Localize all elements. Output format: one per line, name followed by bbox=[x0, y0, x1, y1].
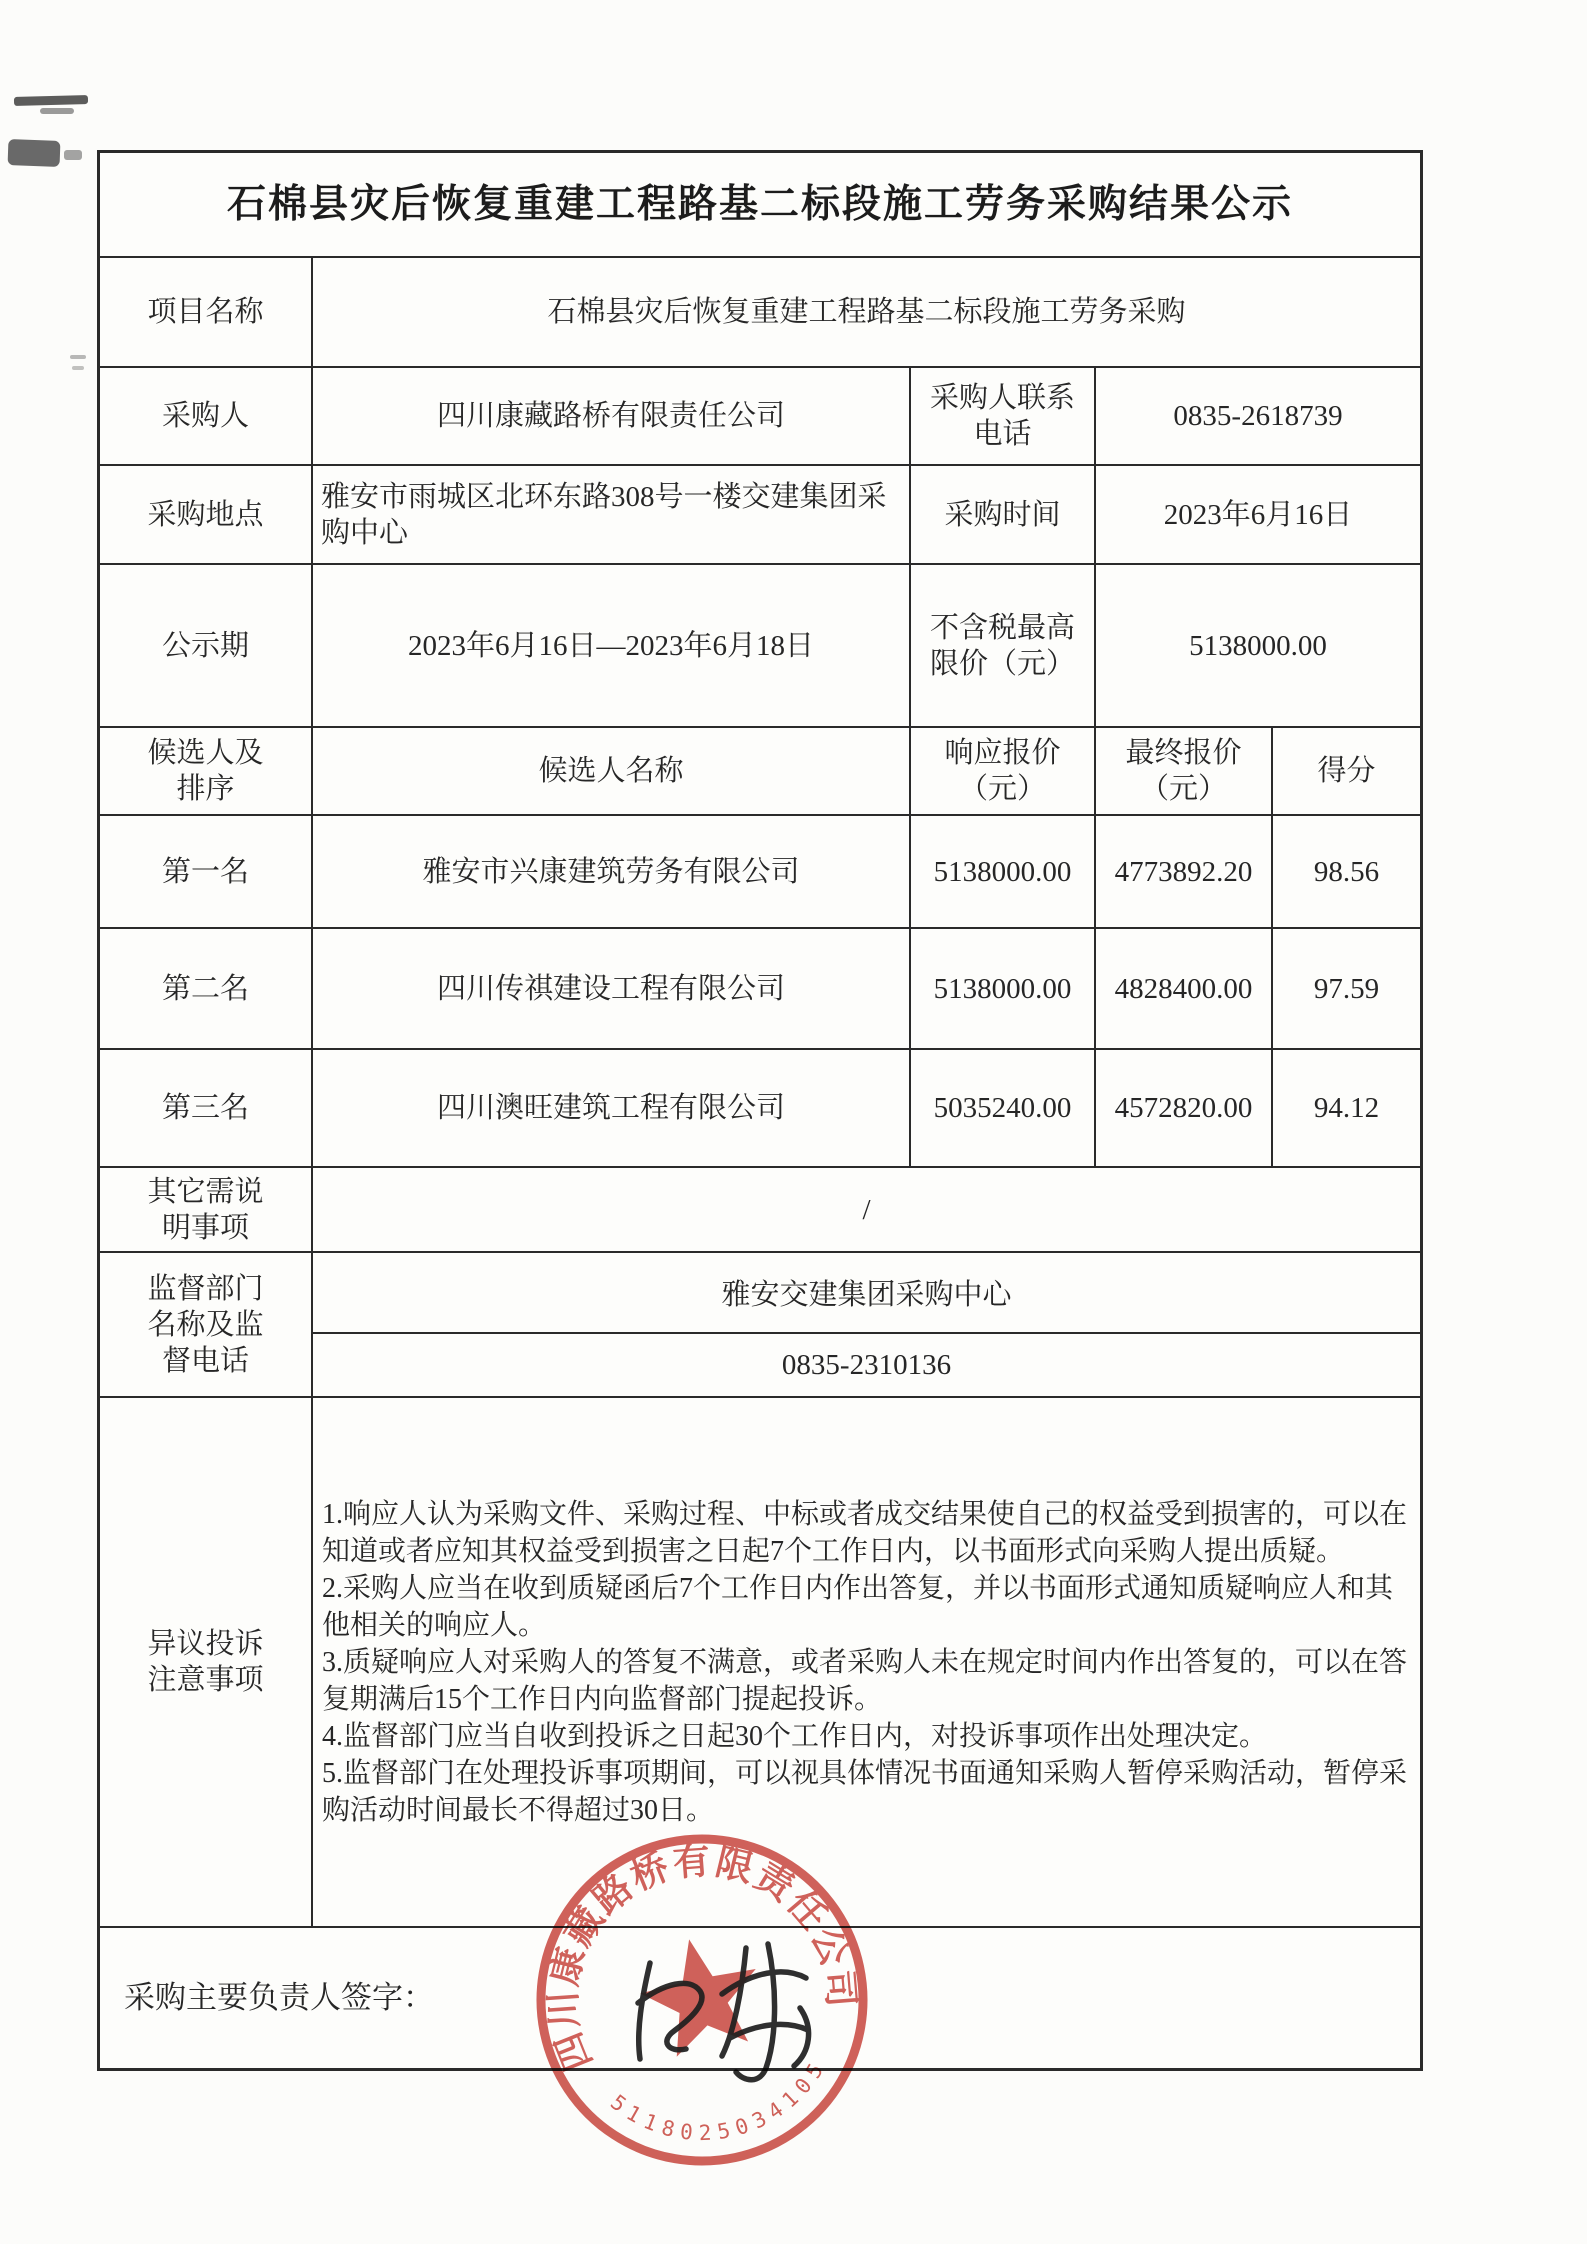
scan-artifact bbox=[14, 95, 88, 106]
candidate-final: 4572820.00 bbox=[1096, 1050, 1273, 1168]
supervision-phone: 0835-2310136 bbox=[781, 1348, 952, 1381]
candidate-score: 97.59 bbox=[1273, 929, 1420, 1050]
candidate-score: 98.56 bbox=[1273, 816, 1420, 929]
buyer-phone-value: 0835-2618739 bbox=[1096, 368, 1420, 466]
scan-artifact bbox=[64, 150, 82, 160]
supervision-values bbox=[313, 1253, 1420, 1398]
project-name-value: 石棉县灾后恢复重建工程路基二标段施工劳务采购 bbox=[313, 258, 1420, 368]
scan-artifact bbox=[72, 366, 84, 370]
other-notes-label bbox=[100, 1168, 313, 1253]
candidate-bid: 5035240.00 bbox=[911, 1050, 1096, 1168]
final-header-text: 最终报价（元） bbox=[1125, 737, 1242, 805]
table-row bbox=[100, 368, 1420, 466]
table-row bbox=[100, 565, 1420, 728]
final-header bbox=[1096, 728, 1273, 816]
seal-serial-text: 5118025034105 bbox=[606, 2053, 832, 2146]
supervision-label-text: 监督部门名称及监督电话 bbox=[147, 1272, 264, 1377]
buyer-label: 采购人 bbox=[100, 368, 313, 466]
supervision-label bbox=[100, 1253, 313, 1398]
scan-artifact bbox=[40, 108, 74, 114]
candidate-rank: 第三名 bbox=[100, 1050, 313, 1168]
candidate-score: 94.12 bbox=[1273, 1050, 1420, 1168]
rank-header bbox=[100, 728, 313, 816]
objection-label-text: 异议投诉注意事项 bbox=[147, 1628, 264, 1696]
candidate-name: 四川澳旺建筑工程有限公司 bbox=[313, 1050, 911, 1168]
max-price-label-text: 不含税最高限价（元） bbox=[929, 611, 1075, 680]
objection-note: 1.响应人认为采购文件、采购过程、中标或者成交结果使自己的权益受到损害的，可以在知道或者应知其权益受到损害之日起7个工作日内，以书面形式向采购人提出质疑。 bbox=[322, 1498, 1408, 1567]
procurement-result-table bbox=[97, 150, 1423, 2071]
company-seal bbox=[500, 1798, 904, 2202]
candidate-name: 四川传祺建设工程有限公司 bbox=[313, 929, 911, 1050]
other-notes-label-text: 其它需说明事项 bbox=[147, 1175, 264, 1244]
location-label: 采购地点 bbox=[100, 466, 313, 565]
scan-artifact bbox=[8, 139, 61, 167]
candidate-name: 雅安市兴康建筑劳务有限公司 bbox=[313, 816, 911, 929]
publicity-label: 公示期 bbox=[100, 565, 313, 728]
scan-artifact bbox=[70, 355, 86, 359]
objection-note: 3.质疑响应人对采购人的答复不满意，或者采购人未在规定时间内作出答复的，可以在答复期满后15个工作日内向监督部门提起投诉。 bbox=[322, 1646, 1408, 1715]
max-price-label bbox=[911, 565, 1096, 728]
bid-header bbox=[911, 728, 1096, 816]
candidate-row bbox=[100, 929, 1420, 1050]
buyer-phone-label-text: 采购人联系电话 bbox=[929, 382, 1075, 450]
buyer-value: 四川康藏路桥有限责任公司 bbox=[313, 368, 911, 466]
objection-note: 2.采购人应当在收到质疑函后7个工作日内作出答复，并以书面形式通知质疑响应人和其他相关的响应人。 bbox=[322, 1572, 1394, 1641]
table-row bbox=[100, 466, 1420, 565]
supervision-name: 雅安交建集团采购中心 bbox=[313, 1253, 1420, 1334]
objection-note: 5.监督部门在处理投诉事项期间，可以视具体情况书面通知采购人暂停采购活动，暂停采购活动时间最长不得超过30日。 bbox=[322, 1757, 1408, 1826]
buyer-phone-label bbox=[911, 368, 1096, 466]
candidates-header-row bbox=[100, 728, 1420, 816]
table-row-title bbox=[100, 153, 1420, 258]
publicity-value: 2023年6月16日—2023年6月18日 bbox=[313, 565, 911, 728]
candidate-rank: 第一名 bbox=[100, 816, 313, 929]
project-name-label: 项目名称 bbox=[100, 258, 313, 368]
rank-header-text: 候选人及排序 bbox=[147, 737, 264, 805]
time-value: 2023年6月16日 bbox=[1096, 466, 1420, 565]
candidate-bid: 5138000.00 bbox=[911, 816, 1096, 929]
candidate-row bbox=[100, 816, 1420, 929]
candidate-final: 4828400.00 bbox=[1096, 929, 1273, 1050]
table-row bbox=[100, 1253, 1420, 1398]
other-notes-value: / bbox=[313, 1168, 1420, 1253]
bid-header-text: 响应报价（元） bbox=[944, 737, 1061, 805]
table-row bbox=[100, 258, 1420, 368]
candidate-bid: 5138000.00 bbox=[911, 929, 1096, 1050]
max-price-value: 5138000.00 bbox=[1096, 565, 1420, 728]
table-row bbox=[100, 1168, 1420, 1253]
candidate-rank: 第二名 bbox=[100, 929, 313, 1050]
objection-label bbox=[100, 1398, 313, 1928]
score-header: 得分 bbox=[1273, 728, 1420, 816]
candidate-row bbox=[100, 1050, 1420, 1168]
time-label: 采购时间 bbox=[911, 466, 1096, 565]
page-title: 石棉县灾后恢复重建工程路基二标段施工劳务采购结果公示 bbox=[100, 153, 1420, 258]
location-value: 雅安市雨城区北环东路308号一楼交建集团采购中心 bbox=[313, 466, 911, 565]
signature-label: 采购主要负责人签字： bbox=[124, 1980, 434, 2015]
candidate-final: 4773892.20 bbox=[1096, 816, 1273, 929]
name-header: 候选人名称 bbox=[313, 728, 911, 816]
seal-company-text: 四川康藏路桥有限责任公司 bbox=[543, 1841, 861, 2076]
objection-note: 4.监督部门应当自收到投诉之日起30个工作日内，对投诉事项作出处理决定。 bbox=[322, 1720, 1268, 1752]
